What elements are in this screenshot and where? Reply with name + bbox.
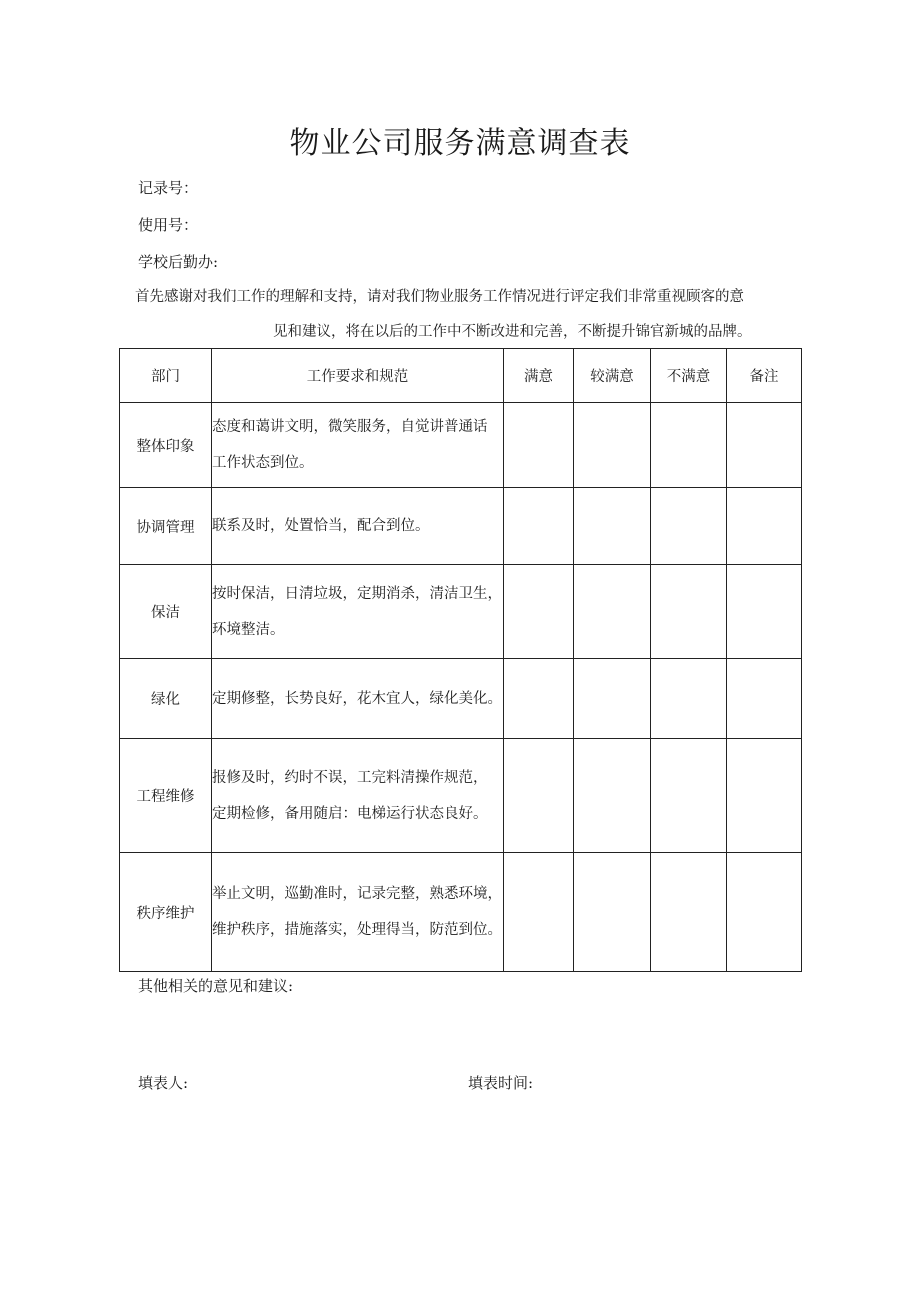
requirement-cell <box>212 565 504 659</box>
table-row <box>120 488 802 565</box>
requirement-line: 定期检修，备用随启：电梯运行状态良好。 <box>212 805 488 822</box>
satisfied-cell[interactable] <box>504 659 574 739</box>
record-number-label: 记录号： <box>138 179 199 197</box>
fairly-satisfied-cell[interactable] <box>574 853 651 972</box>
fairly-satisfied-cell[interactable] <box>574 739 651 853</box>
remarks-cell[interactable] <box>727 403 802 488</box>
dept-cell: 协调管理 <box>120 488 212 565</box>
fairly-satisfied-cell[interactable] <box>574 659 651 739</box>
requirement-line: 环境整洁。 <box>212 621 285 638</box>
dept-cell: 绿化 <box>120 659 212 739</box>
requirement-cell <box>212 739 504 853</box>
requirement-line: 举止文明，巡勤准时，记录完整，熟悉环境， <box>212 886 502 902</box>
requirement-cell <box>212 488 504 565</box>
intro-line-2: 见和建议，将在以后的工作中不断改进和完善，不断提升锦官新城的品牌。 <box>273 324 752 340</box>
requirement-cell <box>212 853 504 972</box>
header-fairly-satisfied: 较满意 <box>574 349 651 403</box>
header-satisfied: 满意 <box>504 349 574 403</box>
intro-line-1: 首先感谢对我们工作的理解和支持，请对我们物业服务工作情况进行评定我们非常重视顾客的意 <box>135 289 744 305</box>
table-row <box>120 403 802 488</box>
requirement-line: 定期修整，长势良好，花木宜人，绿化美化。 <box>212 690 502 707</box>
requirement-line: 工作状态到位。 <box>212 455 314 471</box>
dept-cell: 秩序维护 <box>120 853 212 972</box>
requirement-line: 报修及时，约时不误，工完料清操作规范， <box>212 769 488 786</box>
unsatisfied-cell[interactable] <box>651 565 727 659</box>
page-title: 物业公司服务满意调查表 <box>289 126 631 161</box>
requirement-line: 维护秩序，措施落实，处理得当，防范到位。 <box>212 922 502 938</box>
unsatisfied-cell[interactable] <box>651 488 727 565</box>
satisfaction-table <box>119 348 802 972</box>
fairly-satisfied-cell[interactable] <box>574 488 651 565</box>
requirement-line: 按时保洁，日清垃圾，定期消杀，清洁卫生， <box>212 585 502 602</box>
table-row <box>120 659 802 739</box>
school-office-label: 学校后勤办: <box>138 253 219 271</box>
other-suggestions-label: 其他相关的意见和建议: <box>138 977 294 995</box>
unsatisfied-cell[interactable] <box>651 403 727 488</box>
remarks-cell[interactable] <box>727 659 802 739</box>
unsatisfied-cell[interactable] <box>651 739 727 853</box>
use-number-label: 使用号： <box>138 216 199 234</box>
header-department: 部门 <box>120 349 212 403</box>
remarks-cell[interactable] <box>727 488 802 565</box>
satisfied-cell[interactable] <box>504 853 574 972</box>
table-row <box>120 565 802 659</box>
fairly-satisfied-cell[interactable] <box>574 403 651 488</box>
filler-label: 填表人: <box>138 1074 189 1092</box>
table-row <box>120 739 802 853</box>
dept-cell: 保洁 <box>120 565 212 659</box>
unsatisfied-cell[interactable] <box>651 659 727 739</box>
table-header-row <box>120 349 802 403</box>
dept-cell: 工程维修 <box>120 739 212 853</box>
satisfied-cell[interactable] <box>504 565 574 659</box>
remarks-cell[interactable] <box>727 739 802 853</box>
fairly-satisfied-cell[interactable] <box>574 565 651 659</box>
satisfied-cell[interactable] <box>504 403 574 488</box>
header-requirements: 工作要求和规范 <box>212 349 504 403</box>
satisfied-cell[interactable] <box>504 739 574 853</box>
remarks-cell[interactable] <box>727 853 802 972</box>
header-remarks: 备注 <box>727 349 802 403</box>
satisfied-cell[interactable] <box>504 488 574 565</box>
fill-time-label: 填表时间: <box>468 1074 534 1092</box>
requirement-cell <box>212 403 504 488</box>
header-unsatisfied: 不满意 <box>651 349 727 403</box>
table-row <box>120 853 802 972</box>
requirement-line: 联系及时，处置恰当，配合到位。 <box>212 518 430 534</box>
unsatisfied-cell[interactable] <box>651 853 727 972</box>
requirement-line: 态度和蔼讲文明，微笑服务，自觉讲普通话 <box>212 419 488 435</box>
remarks-cell[interactable] <box>727 565 802 659</box>
requirement-cell <box>212 659 504 739</box>
dept-cell: 整体印象 <box>120 403 212 488</box>
